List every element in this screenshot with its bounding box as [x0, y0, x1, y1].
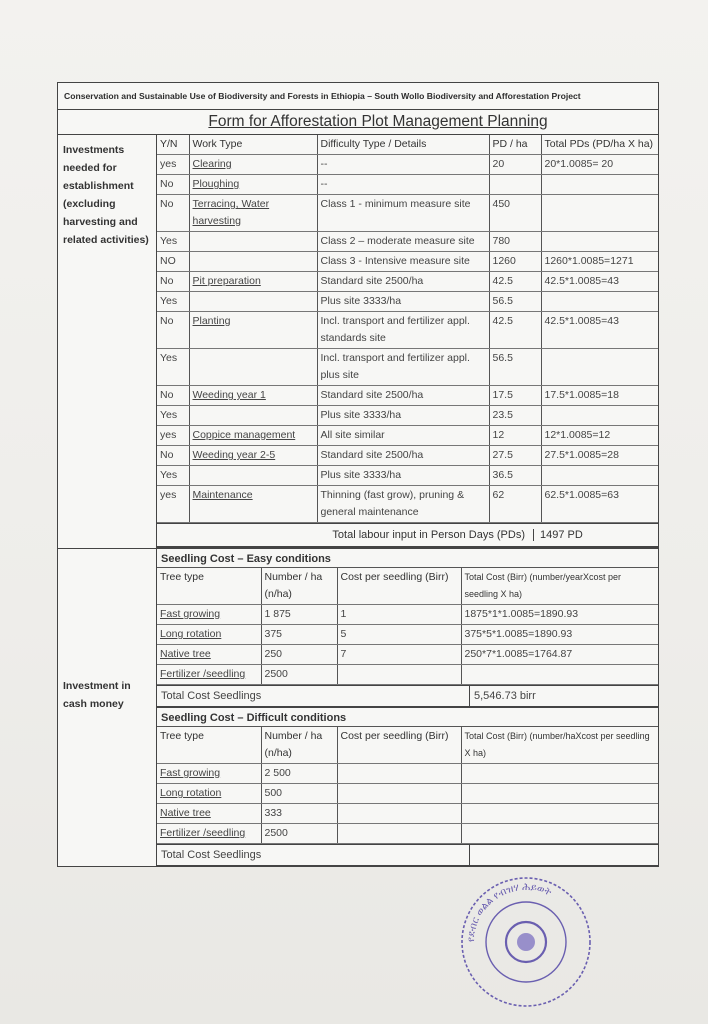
investment-row	[157, 426, 658, 446]
easy-total-label: Total Cost Seedlings	[161, 690, 262, 702]
detail-cell: Class 3 - Intensive measure site	[317, 252, 489, 272]
col-number-ha: Number / ha (n/ha)	[261, 568, 337, 605]
detail-cell: Thinning (fast grow), pruning & general maintenance	[317, 486, 489, 523]
total-cost-cell: 250*7*1.0085=1764.87	[461, 645, 658, 665]
yn-cell: No	[157, 195, 189, 232]
pd-ha-cell: 17.5	[489, 386, 541, 406]
official-stamp	[458, 875, 594, 1009]
cost-seedling-cell: 1	[337, 605, 461, 625]
work-type-cell: Maintenance	[189, 486, 317, 523]
col-tree-type: Tree type	[157, 727, 261, 764]
cost-seedling-cell	[337, 764, 461, 784]
investment-row	[157, 155, 658, 175]
cash-label-cell	[58, 549, 157, 866]
col-tree-type: Tree type	[157, 568, 261, 605]
seedling-row	[157, 784, 658, 804]
yn-cell: Yes	[157, 349, 189, 386]
col-number-ha: Number / ha (n/ha)	[261, 727, 337, 764]
investments-section	[58, 135, 658, 548]
yn-cell: No	[157, 272, 189, 292]
cash-label: Investment in cash money	[63, 680, 131, 710]
work-type-cell: Weeding year 1	[189, 386, 317, 406]
pd-ha-cell: 450	[489, 195, 541, 232]
pd-ha-cell: 12	[489, 426, 541, 446]
pd-ha-cell: 56.5	[489, 349, 541, 386]
col-pd-ha: PD / ha	[489, 135, 541, 155]
work-type-cell	[189, 466, 317, 486]
total-cost-cell	[461, 784, 658, 804]
yn-cell: NO	[157, 252, 189, 272]
total-cost-cell	[461, 824, 658, 844]
investment-row	[157, 175, 658, 195]
seedling-row	[157, 804, 658, 824]
total-pds-cell	[541, 406, 658, 426]
difficult-conditions-title: Seedling Cost – Difficult conditions	[157, 708, 658, 727]
total-labour-value: 1497 PD	[533, 529, 658, 541]
form-title: Form for Afforestation Plot Management Planning	[58, 110, 658, 135]
investment-row	[157, 272, 658, 292]
col-cost-seedling: Cost per seedling (Birr)	[337, 727, 461, 764]
detail-cell: Plus site 3333/ha	[317, 406, 489, 426]
detail-cell: Incl. transport and fertilizer appl. plus site	[317, 349, 489, 386]
investment-row	[157, 195, 658, 232]
total-pds-cell: 1260*1.0085=1271	[541, 252, 658, 272]
investment-row	[157, 406, 658, 426]
seedling-row	[157, 625, 658, 645]
number-ha-cell: 250	[261, 645, 337, 665]
investment-row	[157, 466, 658, 486]
total-pds-cell	[541, 349, 658, 386]
seedling-row	[157, 665, 658, 685]
work-type-cell: Ploughing	[189, 175, 317, 195]
investments-table-wrap	[157, 135, 658, 548]
tree-type-cell: Long rotation	[157, 625, 261, 645]
total-pds-cell	[541, 232, 658, 252]
col-total-pds: Total PDs (PD/ha X ha)	[541, 135, 658, 155]
cash-tables-wrap	[157, 549, 658, 866]
investment-row	[157, 349, 658, 386]
tree-type-cell: Native tree	[157, 804, 261, 824]
total-pds-cell: 62.5*1.0085=63	[541, 486, 658, 523]
work-type-cell: Clearing	[189, 155, 317, 175]
difficult-total-label: Total Cost Seedlings	[161, 849, 262, 861]
detail-cell: Standard site 2500/ha	[317, 272, 489, 292]
yn-cell: No	[157, 175, 189, 195]
pd-ha-cell	[489, 175, 541, 195]
stamp-text	[466, 882, 553, 942]
pd-ha-cell: 780	[489, 232, 541, 252]
difficult-total-row	[157, 844, 658, 866]
col-total-cost: Total Cost (Birr) (number/haXcost per seedling X ha)	[461, 727, 658, 764]
yn-cell: No	[157, 446, 189, 466]
work-type-cell	[189, 406, 317, 426]
cost-seedling-cell: 5	[337, 625, 461, 645]
investments-header-row	[157, 135, 658, 155]
seedling-row	[157, 764, 658, 784]
number-ha-cell: 2500	[261, 665, 337, 685]
number-ha-cell: 2500	[261, 824, 337, 844]
cost-seedling-cell	[337, 804, 461, 824]
col-yn: Y/N	[157, 135, 189, 155]
yn-cell: yes	[157, 426, 189, 446]
total-cost-cell	[461, 804, 658, 824]
cost-seedling-cell	[337, 665, 461, 685]
investment-row	[157, 486, 658, 523]
col-total-cost: Total Cost (Birr) (number/yearXcost per seedling X ha)	[461, 568, 658, 605]
tree-type-cell: Long rotation	[157, 784, 261, 804]
cash-section	[58, 548, 658, 866]
difficult-total-value	[469, 845, 474, 865]
pd-ha-cell: 56.5	[489, 292, 541, 312]
pd-ha-cell: 20	[489, 155, 541, 175]
yn-cell: No	[157, 386, 189, 406]
work-type-cell: Coppice management	[189, 426, 317, 446]
total-pds-cell: 42.5*1.0085=43	[541, 312, 658, 349]
yn-cell: yes	[157, 155, 189, 175]
pd-ha-cell: 42.5	[489, 312, 541, 349]
investment-row	[157, 446, 658, 466]
yn-cell: Yes	[157, 406, 189, 426]
stamp-text-path: የደብር ወልል የብዝሃ ሕይወት	[465, 881, 554, 943]
detail-cell: Incl. transport and fertilizer appl. standards site	[317, 312, 489, 349]
cost-seedling-cell	[337, 824, 461, 844]
col-work-type: Work Type	[189, 135, 317, 155]
difficult-header-row	[157, 727, 658, 764]
total-pds-cell: 17.5*1.0085=18	[541, 386, 658, 406]
total-cost-cell: 1875*1*1.0085=1890.93	[461, 605, 658, 625]
pd-ha-cell: 1260	[489, 252, 541, 272]
work-type-cell	[189, 349, 317, 386]
total-pds-cell: 12*1.0085=12	[541, 426, 658, 446]
detail-cell: Class 1 - minimum measure site	[317, 195, 489, 232]
number-ha-cell: 2 500	[261, 764, 337, 784]
col-cost-seedling: Cost per seedling (Birr)	[337, 568, 461, 605]
easy-total-value: 5,546.73 birr	[469, 686, 536, 706]
work-type-cell: Pit preparation	[189, 272, 317, 292]
total-pds-cell	[541, 175, 658, 195]
yn-cell: yes	[157, 486, 189, 523]
easy-seedling-table	[157, 568, 658, 685]
easy-conditions-title: Seedling Cost – Easy conditions	[157, 549, 658, 568]
total-pds-cell	[541, 292, 658, 312]
afforestation-form	[57, 82, 659, 867]
detail-cell: Class 2 – moderate measure site	[317, 232, 489, 252]
work-type-cell: Planting	[189, 312, 317, 349]
investments-table	[157, 135, 658, 523]
work-type-cell	[189, 232, 317, 252]
number-ha-cell: 375	[261, 625, 337, 645]
work-type-cell: Weeding year 2-5	[189, 446, 317, 466]
detail-cell: Plus site 3333/ha	[317, 466, 489, 486]
number-ha-cell: 1 875	[261, 605, 337, 625]
tree-type-cell: Fertilizer /seedling	[157, 665, 261, 685]
total-pds-cell: 20*1.0085= 20	[541, 155, 658, 175]
seedling-row	[157, 824, 658, 844]
pd-ha-cell: 36.5	[489, 466, 541, 486]
detail-cell: Standard site 2500/ha	[317, 446, 489, 466]
total-pds-cell: 42.5*1.0085=43	[541, 272, 658, 292]
tree-type-cell: Fast growing	[157, 764, 261, 784]
tree-type-cell: Fertilizer /seedling	[157, 824, 261, 844]
yn-cell: Yes	[157, 232, 189, 252]
investment-row	[157, 292, 658, 312]
detail-cell: Plus site 3333/ha	[317, 292, 489, 312]
pd-ha-cell: 23.5	[489, 406, 541, 426]
number-ha-cell: 500	[261, 784, 337, 804]
yn-cell: Yes	[157, 292, 189, 312]
yn-cell: Yes	[157, 466, 189, 486]
pd-ha-cell: 27.5	[489, 446, 541, 466]
investments-label-cell	[58, 135, 157, 548]
project-heading: Conservation and Sustainable Use of Biodiversity and Forests in Ethiopia – South Wollo Biodiversity and Afforestation Project	[58, 83, 658, 110]
seedling-row	[157, 605, 658, 625]
investment-row	[157, 232, 658, 252]
detail-cell: --	[317, 175, 489, 195]
detail-cell: Standard site 2500/ha	[317, 386, 489, 406]
investment-row	[157, 386, 658, 406]
number-ha-cell: 333	[261, 804, 337, 824]
pd-ha-cell: 62	[489, 486, 541, 523]
col-difficulty: Difficulty Type / Details	[317, 135, 489, 155]
work-type-cell	[189, 252, 317, 272]
easy-total-row	[157, 685, 658, 708]
total-cost-cell: 375*5*1.0085=1890.93	[461, 625, 658, 645]
investments-label: Investments needed for establishment (excluding harvesting and related activities)	[63, 144, 149, 246]
total-pds-cell	[541, 466, 658, 486]
difficult-seedling-table	[157, 727, 658, 844]
work-type-cell: Terracing, Water harvesting	[189, 195, 317, 232]
total-labour-row	[157, 523, 658, 548]
total-labour-label: Total labour input in Person Days (PDs)	[332, 529, 525, 541]
pd-ha-cell: 42.5	[489, 272, 541, 292]
seedling-row	[157, 645, 658, 665]
investment-row	[157, 252, 658, 272]
detail-cell: All site similar	[317, 426, 489, 446]
detail-cell: --	[317, 155, 489, 175]
investment-row	[157, 312, 658, 349]
total-cost-cell	[461, 764, 658, 784]
yn-cell: No	[157, 312, 189, 349]
easy-header-row	[157, 568, 658, 605]
total-pds-cell	[541, 195, 658, 232]
tree-type-cell: Fast growing	[157, 605, 261, 625]
total-pds-cell: 27.5*1.0085=28	[541, 446, 658, 466]
total-cost-cell	[461, 665, 658, 685]
work-type-cell	[189, 292, 317, 312]
tree-type-cell: Native tree	[157, 645, 261, 665]
cost-seedling-cell	[337, 784, 461, 804]
cost-seedling-cell: 7	[337, 645, 461, 665]
